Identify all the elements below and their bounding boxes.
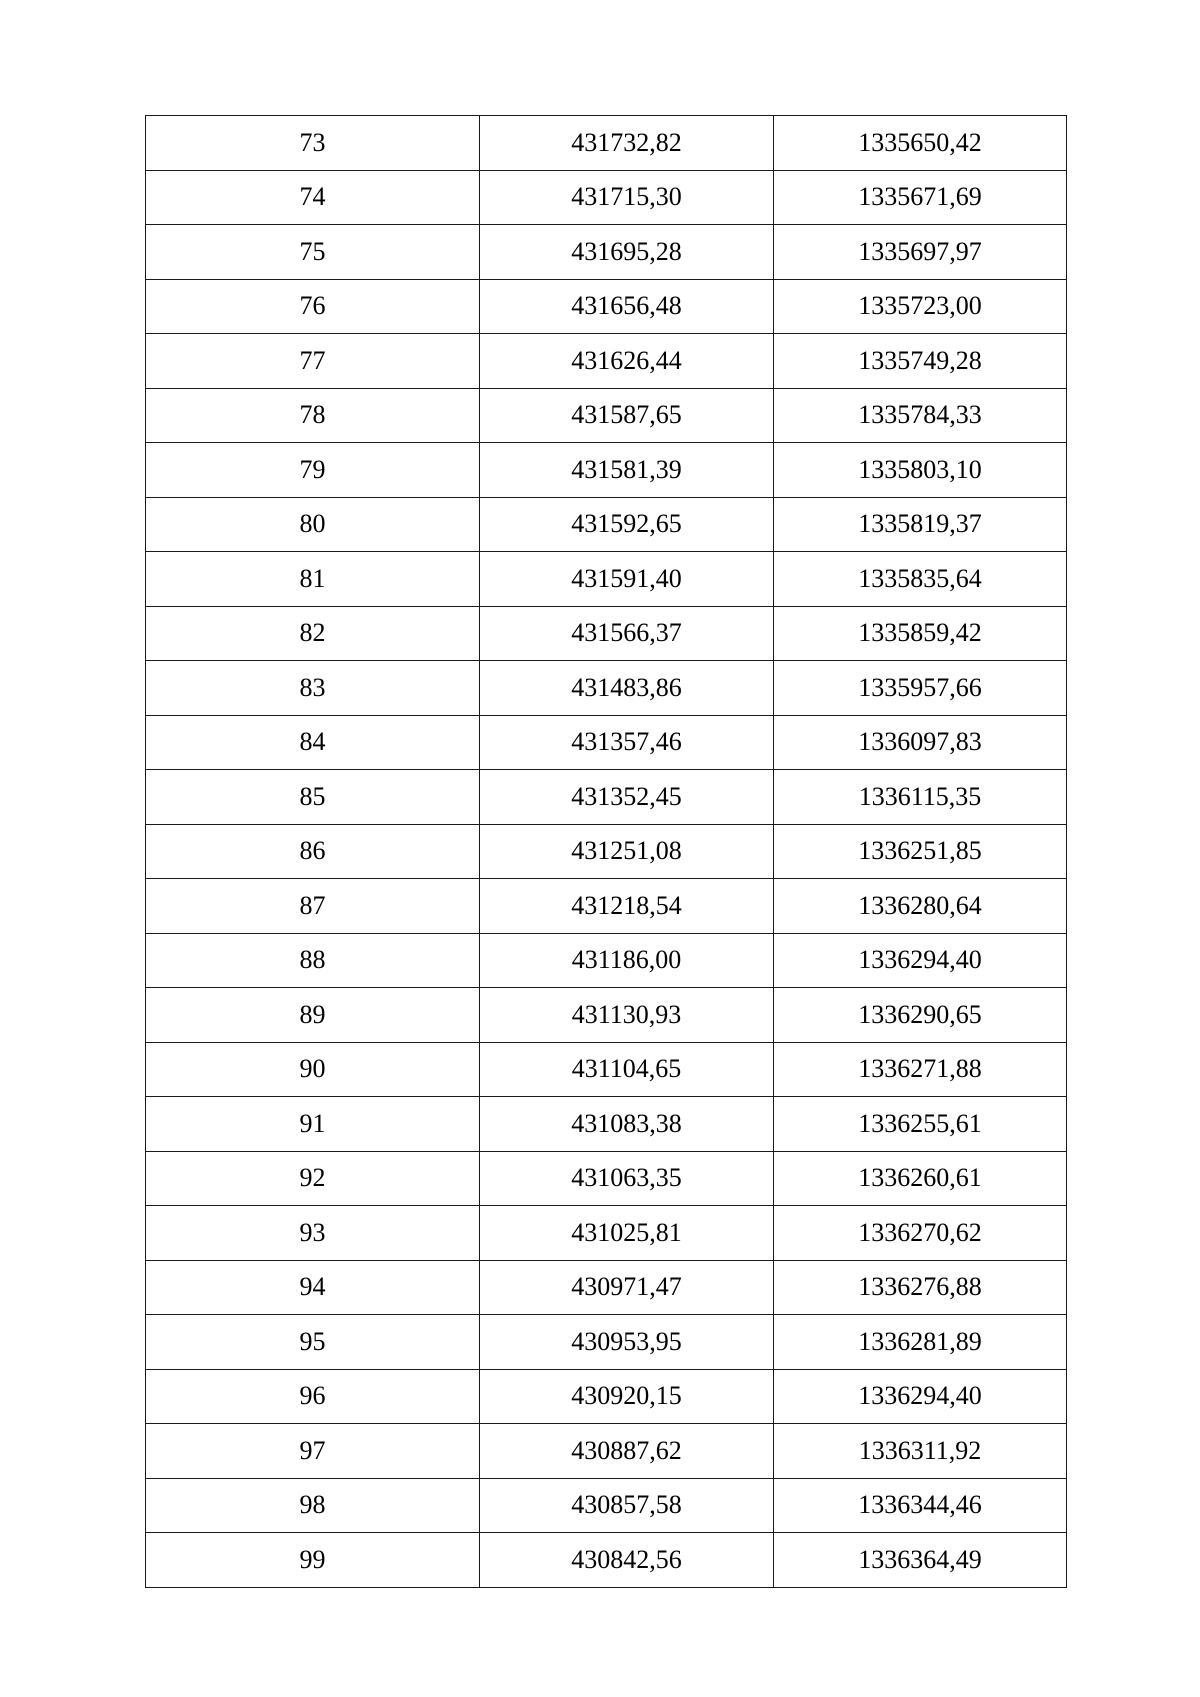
y-coordinate-cell: 1336097,83 (774, 715, 1067, 770)
point-number-cell: 90 (146, 1042, 480, 1097)
y-coordinate-cell: 1336271,88 (774, 1042, 1067, 1097)
table-row (146, 1315, 1067, 1370)
table-row (146, 770, 1067, 825)
y-coordinate-cell: 1335859,42 (774, 606, 1067, 661)
table-row (146, 1260, 1067, 1315)
x-coordinate-cell: 431483,86 (480, 661, 774, 716)
y-coordinate-cell: 1336276,88 (774, 1260, 1067, 1315)
y-coordinate-cell: 1336294,40 (774, 1369, 1067, 1424)
point-number-cell: 80 (146, 497, 480, 552)
point-number-cell: 73 (146, 116, 480, 171)
point-number-cell: 89 (146, 988, 480, 1043)
table-row (146, 1424, 1067, 1479)
y-coordinate-cell: 1336251,85 (774, 824, 1067, 879)
y-coordinate-cell: 1335957,66 (774, 661, 1067, 716)
table-row (146, 1097, 1067, 1152)
y-coordinate-cell: 1335697,97 (774, 225, 1067, 280)
table-row (146, 1533, 1067, 1588)
point-number-cell: 86 (146, 824, 480, 879)
x-coordinate-cell: 431695,28 (480, 225, 774, 280)
table-row (146, 1206, 1067, 1261)
table-row (146, 879, 1067, 934)
y-coordinate-cell: 1336280,64 (774, 879, 1067, 934)
point-number-cell: 85 (146, 770, 480, 825)
y-coordinate-cell: 1335819,37 (774, 497, 1067, 552)
x-coordinate-cell: 431104,65 (480, 1042, 774, 1097)
y-coordinate-cell: 1336311,92 (774, 1424, 1067, 1479)
x-coordinate-cell: 431083,38 (480, 1097, 774, 1152)
y-coordinate-cell: 1335671,69 (774, 170, 1067, 225)
x-coordinate-cell: 430953,95 (480, 1315, 774, 1370)
table-row (146, 824, 1067, 879)
y-coordinate-cell: 1335835,64 (774, 552, 1067, 607)
table-row (146, 388, 1067, 443)
x-coordinate-cell: 431732,82 (480, 116, 774, 171)
x-coordinate-cell: 431587,65 (480, 388, 774, 443)
x-coordinate-cell: 431025,81 (480, 1206, 774, 1261)
table-row (146, 1478, 1067, 1533)
table-row (146, 279, 1067, 334)
table-row (146, 116, 1067, 171)
y-coordinate-cell: 1335723,00 (774, 279, 1067, 334)
y-coordinate-cell: 1336255,61 (774, 1097, 1067, 1152)
x-coordinate-cell: 431715,30 (480, 170, 774, 225)
y-coordinate-cell: 1336294,40 (774, 933, 1067, 988)
point-number-cell: 94 (146, 1260, 480, 1315)
y-coordinate-cell: 1336344,46 (774, 1478, 1067, 1533)
table-row (146, 1369, 1067, 1424)
table-row (146, 334, 1067, 389)
x-coordinate-cell: 430887,62 (480, 1424, 774, 1479)
x-coordinate-cell: 431218,54 (480, 879, 774, 934)
point-number-cell: 76 (146, 279, 480, 334)
table-row (146, 1151, 1067, 1206)
x-coordinate-cell: 431063,35 (480, 1151, 774, 1206)
point-number-cell: 97 (146, 1424, 480, 1479)
table-row (146, 443, 1067, 498)
x-coordinate-cell: 431591,40 (480, 552, 774, 607)
x-coordinate-cell: 430920,15 (480, 1369, 774, 1424)
point-number-cell: 92 (146, 1151, 480, 1206)
point-number-cell: 98 (146, 1478, 480, 1533)
x-coordinate-cell: 430971,47 (480, 1260, 774, 1315)
y-coordinate-cell: 1336260,61 (774, 1151, 1067, 1206)
y-coordinate-cell: 1336115,35 (774, 770, 1067, 825)
point-number-cell: 79 (146, 443, 480, 498)
x-coordinate-cell: 431626,44 (480, 334, 774, 389)
point-number-cell: 96 (146, 1369, 480, 1424)
y-coordinate-cell: 1336281,89 (774, 1315, 1067, 1370)
y-coordinate-cell: 1335784,33 (774, 388, 1067, 443)
point-number-cell: 95 (146, 1315, 480, 1370)
coordinates-table (145, 115, 1067, 1588)
y-coordinate-cell: 1336364,49 (774, 1533, 1067, 1588)
table-row (146, 552, 1067, 607)
point-number-cell: 74 (146, 170, 480, 225)
point-number-cell: 78 (146, 388, 480, 443)
table-row (146, 606, 1067, 661)
x-coordinate-cell: 430842,56 (480, 1533, 774, 1588)
table-row (146, 715, 1067, 770)
y-coordinate-cell: 1335749,28 (774, 334, 1067, 389)
y-coordinate-cell: 1335650,42 (774, 116, 1067, 171)
table-row (146, 170, 1067, 225)
table-row (146, 225, 1067, 280)
point-number-cell: 81 (146, 552, 480, 607)
y-coordinate-cell: 1335803,10 (774, 443, 1067, 498)
x-coordinate-cell: 431581,39 (480, 443, 774, 498)
x-coordinate-cell: 431251,08 (480, 824, 774, 879)
x-coordinate-cell: 431357,46 (480, 715, 774, 770)
point-number-cell: 88 (146, 933, 480, 988)
table-row (146, 497, 1067, 552)
x-coordinate-cell: 431352,45 (480, 770, 774, 825)
point-number-cell: 83 (146, 661, 480, 716)
x-coordinate-cell: 431656,48 (480, 279, 774, 334)
y-coordinate-cell: 1336270,62 (774, 1206, 1067, 1261)
point-number-cell: 75 (146, 225, 480, 280)
point-number-cell: 91 (146, 1097, 480, 1152)
x-coordinate-cell: 431566,37 (480, 606, 774, 661)
table-row (146, 661, 1067, 716)
point-number-cell: 77 (146, 334, 480, 389)
x-coordinate-cell: 431186,00 (480, 933, 774, 988)
x-coordinate-cell: 431592,65 (480, 497, 774, 552)
point-number-cell: 99 (146, 1533, 480, 1588)
x-coordinate-cell: 430857,58 (480, 1478, 774, 1533)
point-number-cell: 93 (146, 1206, 480, 1261)
y-coordinate-cell: 1336290,65 (774, 988, 1067, 1043)
table-row (146, 933, 1067, 988)
table-row (146, 1042, 1067, 1097)
point-number-cell: 82 (146, 606, 480, 661)
x-coordinate-cell: 431130,93 (480, 988, 774, 1043)
point-number-cell: 87 (146, 879, 480, 934)
point-number-cell: 84 (146, 715, 480, 770)
table-row (146, 988, 1067, 1043)
